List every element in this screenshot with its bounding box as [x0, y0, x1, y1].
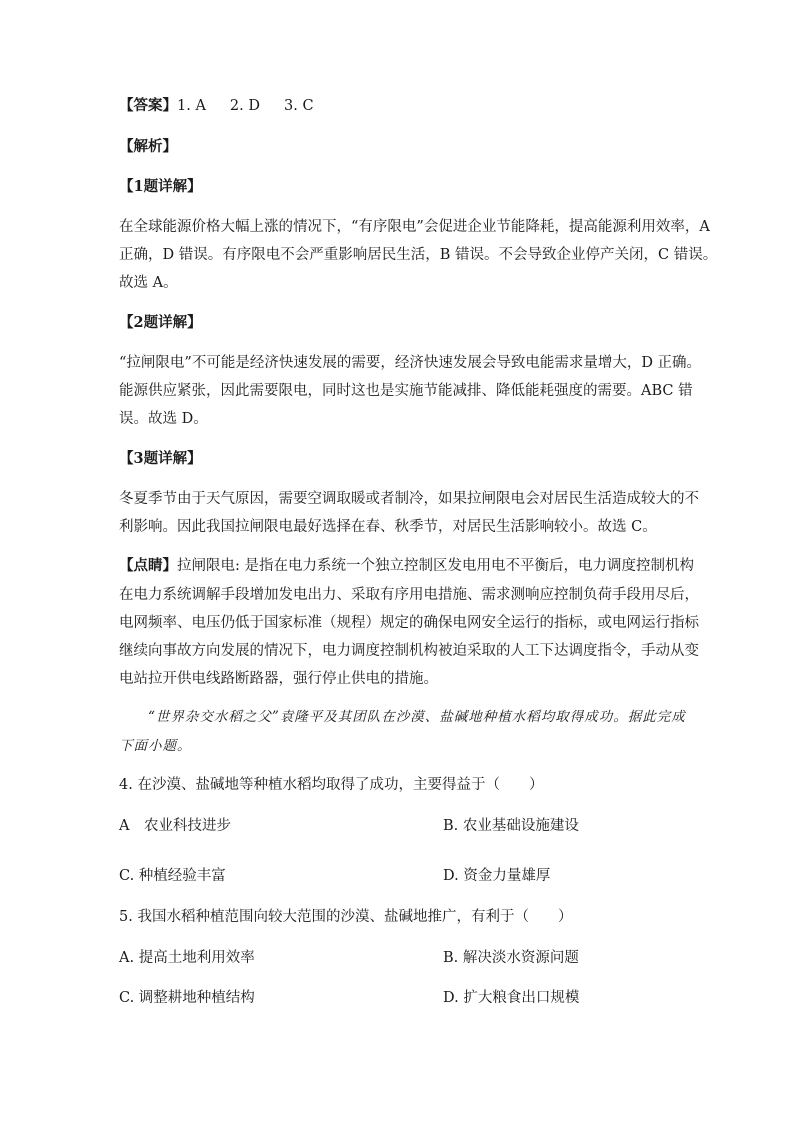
- q4-option-b: B. 农业基础设施建设: [443, 818, 579, 834]
- q1-line-3: 故选 A。: [119, 275, 178, 291]
- q5-option-c: C. 调整耕地种植结构: [119, 990, 255, 1006]
- answer-line: [119, 96, 338, 116]
- tip-label: 【点睛】: [119, 557, 177, 574]
- q3-label: 【3题详解】: [119, 450, 202, 467]
- q2-line-3: 误。故选 D。: [119, 411, 208, 427]
- intro-line-2: 下面小题。: [119, 738, 192, 754]
- q1-line-1: 在全球能源价格大幅上涨的情况下，“有序限电”会促进企业节能降耗，提高能源利用效率，A: [119, 219, 710, 235]
- q4-stem: 4. 在沙漠、盐碱地等种植水稻均取得了成功，主要得益于（ ）: [119, 777, 544, 793]
- q5-option-b: B. 解决淡水资源问题: [443, 950, 579, 966]
- q5-option-d: D. 扩大粮食出口规模: [443, 990, 580, 1006]
- answer-label: 【答案】: [119, 97, 177, 114]
- q4-option-a: A 农业科技进步: [119, 818, 231, 834]
- tip-text-1: 拉闸限电: 是指在电力系统一个独立控制区发电用电不平衡后，电力调度控制机构: [177, 558, 694, 574]
- answer-item-1: 1. A: [177, 98, 206, 114]
- q2-label: 【2题详解】: [119, 314, 202, 331]
- tip-line-1: [119, 556, 694, 576]
- q2-line-2: 能源供应紧张，因此需要限电，同时这也是实施节能减排、降低能耗强度的需要。ABC 错: [119, 383, 693, 399]
- q5-stem: 5. 我国水稻种植范围向较大范围的沙漠、盐碱地推广，有利于（ ）: [119, 909, 573, 925]
- answer-item-2: 2. D: [229, 98, 260, 114]
- q3-line-2: 利影响。因此我国拉闸限电最好选择在春、秋季节，对居民生活影响较小。故选 C。: [119, 519, 657, 535]
- q1-line-2: 正确，D 错误。有序限电不会严重影响居民生活，B 错误。不会导致企业停产关闭，C 错误。: [119, 247, 718, 263]
- q1-label: 【1题详解】: [119, 178, 202, 195]
- tip-line-3: 电网频率、电压仍低于国家标准（规程）规定的确保电网安全运行的指标，或电网运行指标: [119, 615, 699, 631]
- q4-option-d: D. 资金力量雄厚: [443, 868, 551, 884]
- q3-line-1: 冬夏季节由于天气原因，需要空调取暖或者制冷，如果拉闸限电会对居民生活造成较大的不: [119, 491, 699, 507]
- intro-line-1: “世界杂交水稻之父”袁隆平及其团队在沙漠、盐碱地种植水稻均取得成功。据此完成: [148, 709, 686, 725]
- tip-line-4: 继续向事故方向发展的情况下，电力调度控制机构被迫采取的人工下达调度指令，手动从变: [119, 643, 699, 659]
- q4-option-c: C. 种植经验丰富: [119, 868, 226, 884]
- tip-line-2: 在电力系统调解手段增加发电出力、采取有序用电措施、需求测响应控制负荷手段用尽后，: [119, 587, 699, 603]
- tip-line-5: 电站拉开供电线路断路器，强行停止供电的措施。: [119, 671, 438, 687]
- analysis-label: 【解析】: [119, 138, 177, 155]
- answer-item-3: 3. C: [284, 98, 314, 114]
- q5-option-a: A. 提高土地利用效率: [119, 950, 255, 966]
- q2-line-1: “拉闸限电”不可能是经济快速发展的需要，经济快速发展会导致电能需求量增大，D 正确。: [119, 355, 702, 371]
